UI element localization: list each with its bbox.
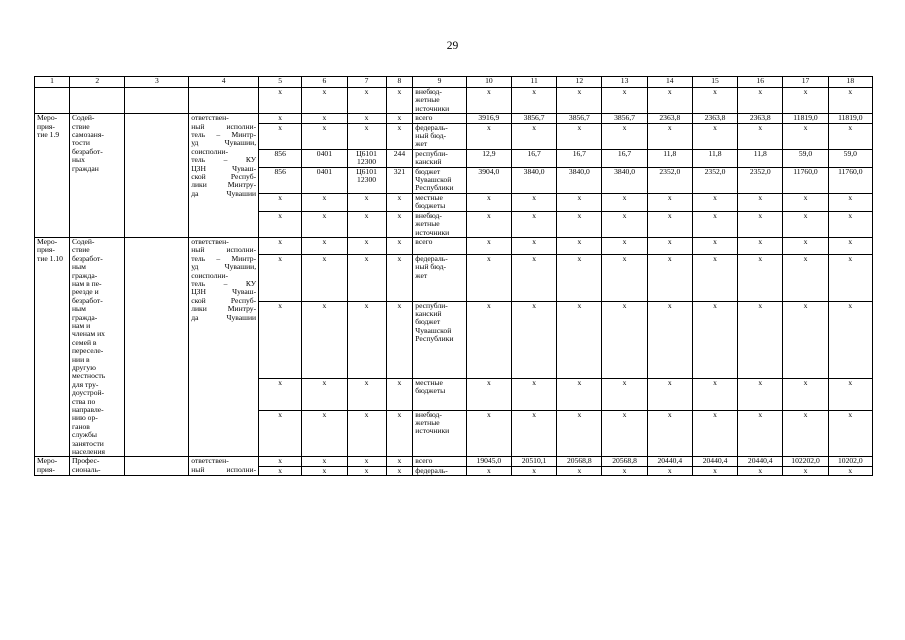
- table-row: [35, 237, 873, 254]
- funding-source-cell: внебюд- жетные источники: [413, 410, 466, 457]
- amount-cell: 11819,0: [783, 114, 828, 123]
- budget-code-cell: 0401: [302, 167, 347, 193]
- budget-code-cell: 244: [386, 149, 413, 167]
- budget-code-cell: x: [347, 123, 386, 149]
- amount-cell: 3840,0: [557, 167, 602, 193]
- measure-name-cell: [69, 88, 125, 114]
- amount-cell: x: [557, 193, 602, 211]
- header-cell-2: 2: [69, 77, 125, 88]
- amount-cell: 3840,0: [602, 167, 647, 193]
- budget-code-cell: x: [347, 466, 386, 475]
- executor-cell: ответствен- ный исполни- тель – Минтр- уд Чувашии, соисполни- тель – КУ ЦЗН Чуваш- ской Респуб- лики Минтру- да Чувашии: [189, 114, 259, 238]
- budget-code-cell: x: [302, 457, 347, 466]
- target-indicator-cell: [125, 88, 189, 114]
- amount-cell: x: [557, 301, 602, 378]
- amount-cell: x: [738, 88, 783, 114]
- amount-cell: x: [783, 410, 828, 457]
- table-row: [35, 114, 873, 123]
- amount-cell: 3856,7: [602, 114, 647, 123]
- amount-cell: 16,7: [602, 149, 647, 167]
- amount-cell: x: [466, 237, 511, 254]
- header-cell-14: 14: [647, 77, 692, 88]
- amount-cell: 3916,9: [466, 114, 511, 123]
- table-row: [35, 457, 873, 466]
- table-row: [35, 88, 873, 114]
- budget-code-cell: x: [386, 466, 413, 475]
- header-cell-4: 4: [189, 77, 259, 88]
- amount-cell: x: [511, 193, 556, 211]
- budget-code-cell: x: [302, 301, 347, 378]
- amount-cell: x: [602, 88, 647, 114]
- budget-code-cell: x: [386, 123, 413, 149]
- amount-cell: x: [692, 123, 737, 149]
- header-cell-15: 15: [692, 77, 737, 88]
- budget-code-cell: x: [347, 378, 386, 410]
- funding-source-cell: всего: [413, 457, 466, 466]
- budget-code-cell: x: [386, 378, 413, 410]
- measure-name-cell: Профес- сиональ-: [69, 457, 125, 476]
- amount-cell: x: [466, 123, 511, 149]
- measure-id-cell: Меро- прия-: [35, 457, 70, 476]
- amount-cell: 2363,8: [692, 114, 737, 123]
- target-indicator-cell: [125, 237, 189, 457]
- amount-cell: x: [828, 378, 872, 410]
- budget-code-cell: x: [259, 211, 302, 237]
- header-cell-18: 18: [828, 77, 872, 88]
- budget-code-cell: x: [259, 88, 302, 114]
- amount-cell: x: [738, 378, 783, 410]
- amount-cell: x: [602, 466, 647, 475]
- measure-id-cell: [35, 88, 70, 114]
- header-row: [35, 77, 873, 88]
- amount-cell: x: [466, 211, 511, 237]
- amount-cell: x: [738, 301, 783, 378]
- funding-source-cell: федераль- ный бюд- жет: [413, 254, 466, 301]
- budget-code-cell: x: [386, 301, 413, 378]
- amount-cell: x: [511, 237, 556, 254]
- amount-cell: x: [602, 410, 647, 457]
- amount-cell: x: [466, 88, 511, 114]
- amount-cell: x: [557, 378, 602, 410]
- measure-id-cell: Меро- прия- тие 1.9: [35, 114, 70, 238]
- budget-code-cell: x: [386, 211, 413, 237]
- amount-cell: x: [783, 193, 828, 211]
- amount-cell: x: [602, 254, 647, 301]
- budget-code-cell: x: [259, 378, 302, 410]
- amount-cell: x: [511, 211, 556, 237]
- amount-cell: x: [647, 254, 692, 301]
- amount-cell: 20510,1: [511, 457, 556, 466]
- amount-cell: x: [783, 378, 828, 410]
- amount-cell: x: [511, 378, 556, 410]
- budget-code-cell: x: [386, 237, 413, 254]
- budget-code-cell: x: [347, 237, 386, 254]
- amount-cell: x: [466, 254, 511, 301]
- header-cell-3: 3: [125, 77, 189, 88]
- amount-cell: x: [466, 378, 511, 410]
- amount-cell: x: [557, 466, 602, 475]
- amount-cell: x: [647, 301, 692, 378]
- amount-cell: 20440,4: [738, 457, 783, 466]
- amount-cell: x: [738, 123, 783, 149]
- amount-cell: 2363,8: [647, 114, 692, 123]
- amount-cell: 102202,0: [783, 457, 828, 466]
- amount-cell: x: [828, 410, 872, 457]
- budget-code-cell: x: [386, 193, 413, 211]
- amount-cell: x: [783, 254, 828, 301]
- amount-cell: x: [738, 211, 783, 237]
- amount-cell: x: [511, 410, 556, 457]
- funding-source-cell: местные бюджеты: [413, 378, 466, 410]
- header-cell-7: 7: [347, 77, 386, 88]
- target-indicator-cell: [125, 457, 189, 476]
- amount-cell: 2352,0: [647, 167, 692, 193]
- funding-source-cell: республи- канский: [413, 149, 466, 167]
- amount-cell: 11,8: [692, 149, 737, 167]
- amount-cell: x: [828, 211, 872, 237]
- amount-cell: x: [602, 237, 647, 254]
- amount-cell: x: [738, 410, 783, 457]
- funding-source-cell: республи- канский бюджет Чувашской Республики: [413, 301, 466, 378]
- amount-cell: x: [511, 123, 556, 149]
- budget-code-cell: x: [259, 123, 302, 149]
- amount-cell: x: [511, 254, 556, 301]
- budget-code-cell: x: [302, 466, 347, 475]
- budget-code-cell: x: [259, 114, 302, 123]
- amount-cell: x: [692, 410, 737, 457]
- amount-cell: 16,7: [511, 149, 556, 167]
- amount-cell: x: [602, 378, 647, 410]
- header-cell-5: 5: [259, 77, 302, 88]
- amount-cell: 20568,8: [557, 457, 602, 466]
- amount-cell: 2352,0: [692, 167, 737, 193]
- amount-cell: x: [692, 211, 737, 237]
- budget-code-cell: 856: [259, 149, 302, 167]
- budget-code-cell: x: [302, 123, 347, 149]
- amount-cell: 20440,4: [692, 457, 737, 466]
- amount-cell: x: [828, 193, 872, 211]
- amount-cell: 2352,0: [738, 167, 783, 193]
- amount-cell: x: [783, 211, 828, 237]
- header-cell-11: 11: [511, 77, 556, 88]
- budget-code-cell: x: [302, 254, 347, 301]
- amount-cell: x: [692, 193, 737, 211]
- amount-cell: x: [647, 123, 692, 149]
- amount-cell: x: [828, 237, 872, 254]
- budget-code-cell: Ц6101 12300: [347, 167, 386, 193]
- amount-cell: x: [738, 254, 783, 301]
- amount-cell: x: [602, 193, 647, 211]
- amount-cell: x: [557, 237, 602, 254]
- budget-code-cell: 856: [259, 167, 302, 193]
- executor-cell: [189, 88, 259, 114]
- amount-cell: 11819,0: [828, 114, 872, 123]
- header-cell-17: 17: [783, 77, 828, 88]
- amount-cell: x: [783, 237, 828, 254]
- amount-cell: x: [647, 466, 692, 475]
- budget-code-cell: x: [302, 237, 347, 254]
- budget-code-cell: x: [259, 254, 302, 301]
- budget-code-cell: x: [347, 457, 386, 466]
- amount-cell: x: [466, 466, 511, 475]
- budget-code-cell: x: [302, 211, 347, 237]
- budget-code-cell: 0401: [302, 149, 347, 167]
- header-cell-8: 8: [386, 77, 413, 88]
- amount-cell: x: [738, 193, 783, 211]
- amount-cell: 10202,0: [828, 457, 872, 466]
- header-cell-13: 13: [602, 77, 647, 88]
- budget-code-cell: x: [386, 410, 413, 457]
- budget-code-cell: x: [259, 410, 302, 457]
- amount-cell: x: [557, 410, 602, 457]
- amount-cell: x: [692, 378, 737, 410]
- amount-cell: x: [783, 123, 828, 149]
- budget-code-cell: x: [302, 114, 347, 123]
- amount-cell: x: [692, 237, 737, 254]
- budget-code-cell: x: [386, 114, 413, 123]
- amount-cell: x: [647, 88, 692, 114]
- budget-code-cell: x: [302, 88, 347, 114]
- measure-name-cell: Содей- ствие безработ- ным гражда- нам в пе- реезде и безработ- ным гражда- нам и членам их семей в переселе- нии в другую местность для тру- доустрой- ства по направле- нию ор- ганов службы занятости населения: [69, 237, 125, 457]
- budget-code-cell: x: [259, 466, 302, 475]
- amount-cell: x: [602, 123, 647, 149]
- amount-cell: 11,8: [738, 149, 783, 167]
- amount-cell: x: [783, 301, 828, 378]
- amount-cell: x: [511, 466, 556, 475]
- amount-cell: 2363,8: [738, 114, 783, 123]
- amount-cell: x: [557, 123, 602, 149]
- amount-cell: x: [647, 410, 692, 457]
- amount-cell: 59,0: [783, 149, 828, 167]
- amount-cell: x: [511, 88, 556, 114]
- amount-cell: 11760,0: [828, 167, 872, 193]
- amount-cell: x: [557, 254, 602, 301]
- funding-source-cell: всего: [413, 114, 466, 123]
- amount-cell: x: [692, 88, 737, 114]
- header-cell-6: 6: [302, 77, 347, 88]
- amount-cell: x: [647, 211, 692, 237]
- budget-code-cell: x: [347, 88, 386, 114]
- measure-name-cell: Содей- ствие самозаня- тости безработ- ных граждан: [69, 114, 125, 238]
- amount-cell: x: [828, 88, 872, 114]
- amount-cell: x: [647, 237, 692, 254]
- amount-cell: 16,7: [557, 149, 602, 167]
- amount-cell: x: [828, 123, 872, 149]
- budget-code-cell: x: [302, 193, 347, 211]
- amount-cell: x: [692, 254, 737, 301]
- amount-cell: x: [466, 301, 511, 378]
- budget-code-cell: x: [386, 457, 413, 466]
- amount-cell: x: [647, 193, 692, 211]
- funding-source-cell: всего: [413, 237, 466, 254]
- funding-source-cell: федераль-: [413, 466, 466, 475]
- amount-cell: x: [511, 301, 556, 378]
- amount-cell: 3840,0: [511, 167, 556, 193]
- measure-id-cell: Меро- прия- тие 1.10: [35, 237, 70, 457]
- header-cell-16: 16: [738, 77, 783, 88]
- header-cell-9: 9: [413, 77, 466, 88]
- amount-cell: 12,9: [466, 149, 511, 167]
- budget-code-cell: x: [347, 301, 386, 378]
- budget-table: [34, 76, 873, 476]
- amount-cell: x: [783, 88, 828, 114]
- header-cell-1: 1: [35, 77, 70, 88]
- amount-cell: x: [783, 466, 828, 475]
- funding-source-cell: внебюд- жетные источники: [413, 211, 466, 237]
- amount-cell: x: [557, 211, 602, 237]
- funding-source-cell: федераль- ный бюд- жет: [413, 123, 466, 149]
- amount-cell: 20440,4: [647, 457, 692, 466]
- amount-cell: 19045,0: [466, 457, 511, 466]
- amount-cell: x: [692, 466, 737, 475]
- amount-cell: x: [466, 193, 511, 211]
- amount-cell: x: [738, 466, 783, 475]
- target-indicator-cell: [125, 114, 189, 238]
- amount-cell: 3856,7: [557, 114, 602, 123]
- amount-cell: x: [738, 237, 783, 254]
- budget-code-cell: x: [347, 114, 386, 123]
- executor-cell: ответствен- ный исполни-: [189, 457, 259, 476]
- budget-code-cell: x: [347, 211, 386, 237]
- budget-code-cell: 321: [386, 167, 413, 193]
- budget-code-cell: x: [259, 237, 302, 254]
- budget-code-cell: Ц6101 12300: [347, 149, 386, 167]
- funding-source-cell: внебюд- жетные источники: [413, 88, 466, 114]
- budget-code-cell: x: [259, 457, 302, 466]
- amount-cell: 3856,7: [511, 114, 556, 123]
- amount-cell: 11,8: [647, 149, 692, 167]
- page-number: 29: [446, 40, 459, 52]
- amount-cell: x: [828, 466, 872, 475]
- budget-code-cell: x: [347, 254, 386, 301]
- amount-cell: 11760,0: [783, 167, 828, 193]
- amount-cell: x: [466, 410, 511, 457]
- funding-source-cell: бюджет Чувашской Республики: [413, 167, 466, 193]
- amount-cell: 20568,8: [602, 457, 647, 466]
- budget-code-cell: x: [259, 301, 302, 378]
- amount-cell: x: [647, 378, 692, 410]
- executor-cell: ответствен- ный исполни- тель – Минтр- уд Чувашии, соисполни- тель – КУ ЦЗН Чуваш- ской Респуб- лики Минтру- да Чувашии: [189, 237, 259, 457]
- budget-code-cell: x: [259, 193, 302, 211]
- amount-cell: x: [557, 88, 602, 114]
- amount-cell: x: [602, 301, 647, 378]
- amount-cell: x: [692, 301, 737, 378]
- amount-cell: 59,0: [828, 149, 872, 167]
- amount-cell: x: [828, 301, 872, 378]
- amount-cell: x: [602, 211, 647, 237]
- budget-code-cell: x: [302, 378, 347, 410]
- header-cell-12: 12: [557, 77, 602, 88]
- budget-code-cell: x: [386, 88, 413, 114]
- budget-code-cell: x: [347, 410, 386, 457]
- funding-source-cell: местные бюджеты: [413, 193, 466, 211]
- budget-code-cell: x: [386, 254, 413, 301]
- budget-code-cell: x: [347, 193, 386, 211]
- header-cell-10: 10: [466, 77, 511, 88]
- amount-cell: 3904,0: [466, 167, 511, 193]
- amount-cell: x: [828, 254, 872, 301]
- budget-code-cell: x: [302, 410, 347, 457]
